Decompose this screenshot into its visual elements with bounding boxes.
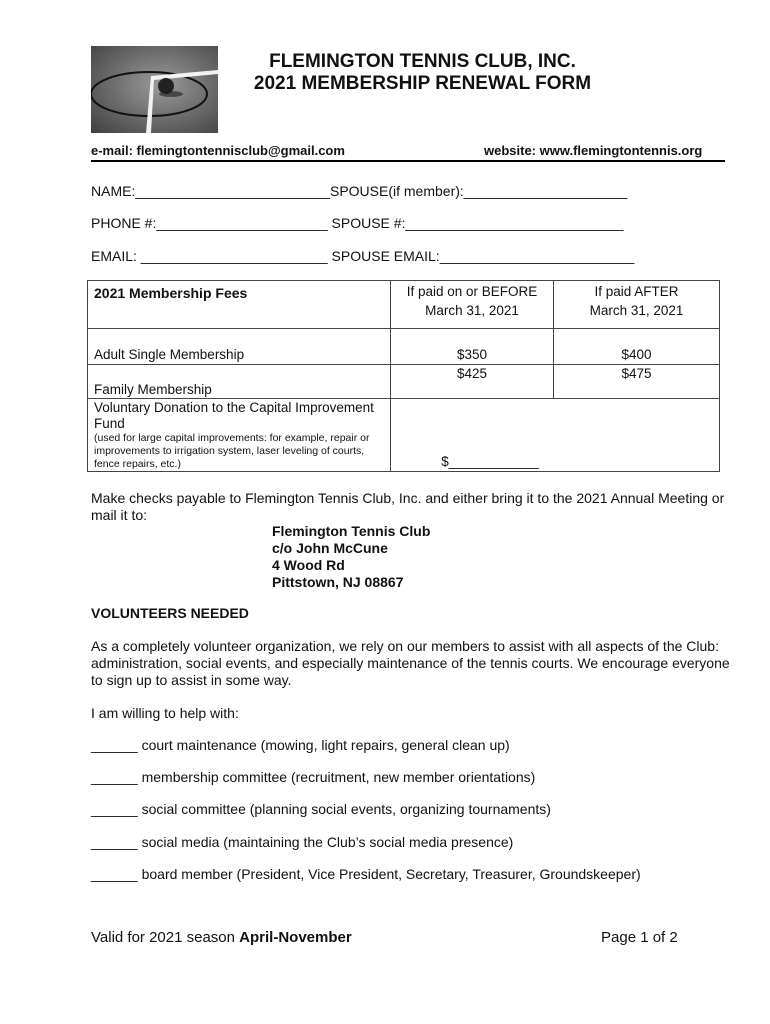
phone-field[interactable]: PHONE #:______________________ SPOUSE #:____________________________ <box>91 215 624 231</box>
header-divider <box>91 160 725 162</box>
mailing-address <box>272 523 430 591</box>
row-price-after: $400 <box>621 347 652 362</box>
volunteer-option-social-media[interactable]: ______ social media (maintaining the Club’s social media presence) <box>91 834 514 850</box>
table-header-row <box>88 281 720 329</box>
row-label: Adult Single Membership <box>94 347 245 362</box>
email-field[interactable]: EMAIL: ________________________ SPOUSE EMAIL:_________________________ <box>91 248 635 264</box>
row-price-before: $425 <box>456 366 488 381</box>
row-label: Family Membership <box>94 382 212 397</box>
validity-note <box>91 929 352 946</box>
donation-note: (used for large capital improvements: for example, repair or improvements to irrigation system, laser leveling of courts, fence repairs, etc.) <box>94 432 370 470</box>
page-number: Page 1 of 2 <box>601 929 678 946</box>
willing-label: I am willing to help with: <box>91 705 239 721</box>
tennis-court-photo <box>91 46 218 133</box>
form-title-line-2: 2021 MEMBERSHIP RENEWAL FORM <box>253 73 592 94</box>
donation-row <box>88 399 720 472</box>
donation-label: Voluntary Donation to the Capital Improvement Fund <box>94 400 374 431</box>
validity-prefix: Valid for 2021 season <box>91 929 240 946</box>
volunteer-option-court-maintenance[interactable]: ______ court maintenance (mowing, light repairs, general clean up) <box>91 737 510 753</box>
club-website: website: www.flemingtontennis.org <box>484 143 703 158</box>
address-line: 4 Wood Rd <box>272 557 345 573</box>
table-row <box>88 329 720 365</box>
volunteer-option-membership[interactable]: ______ membership committee (recruitment, new member orientations) <box>91 769 536 785</box>
after-col-line2: March 31, 2021 <box>589 303 684 318</box>
row-price-after: $475 <box>621 366 652 381</box>
volunteers-heading: VOLUNTEERS NEEDED <box>91 605 249 621</box>
fees-header-label: 2021 Membership Fees <box>94 285 248 301</box>
after-col-line1: If paid AFTER <box>594 284 679 299</box>
row-price-before: $350 <box>456 347 488 362</box>
volunteers-intro: As a completely volunteer organization, we rely on our members to assist with all aspects of the Club: administration, social events, and especially maintenance of the tennis courts. We encourage everyone to sign up to assist in some way. <box>91 638 730 688</box>
address-line: Flemington Tennis Club <box>272 523 431 539</box>
validity-season: April-November <box>239 929 352 946</box>
payment-instructions: Make checks payable to Flemington Tennis Club, Inc. and either bring it to the 2021 Annual Meeting or mail it to: <box>91 490 725 523</box>
club-email: e-mail: flemingtontennisclub@gmail.com <box>91 143 345 158</box>
volunteer-option-board[interactable]: ______ board member (President, Vice President, Secretary, Treasurer, Groundskeeper) <box>91 866 641 882</box>
address-line: c/o John McCune <box>272 540 388 556</box>
donation-amount-field[interactable]: $____________ <box>441 454 539 469</box>
volunteer-option-social[interactable]: ______ social committee (planning social events, organizing tournaments) <box>91 801 551 817</box>
address-line: Pittstown, NJ 08867 <box>272 574 404 590</box>
table-row <box>88 365 720 399</box>
membership-fees-table <box>87 280 720 472</box>
name-spouse-field[interactable]: NAME:_________________________SPOUSE(if member):_____________________ <box>91 183 628 199</box>
before-col-line1: If paid on or BEFORE <box>406 284 538 299</box>
form-title-line-1: FLEMINGTON TENNIS CLUB, INC. <box>269 51 576 72</box>
before-col-line2: March 31, 2021 <box>425 303 519 318</box>
